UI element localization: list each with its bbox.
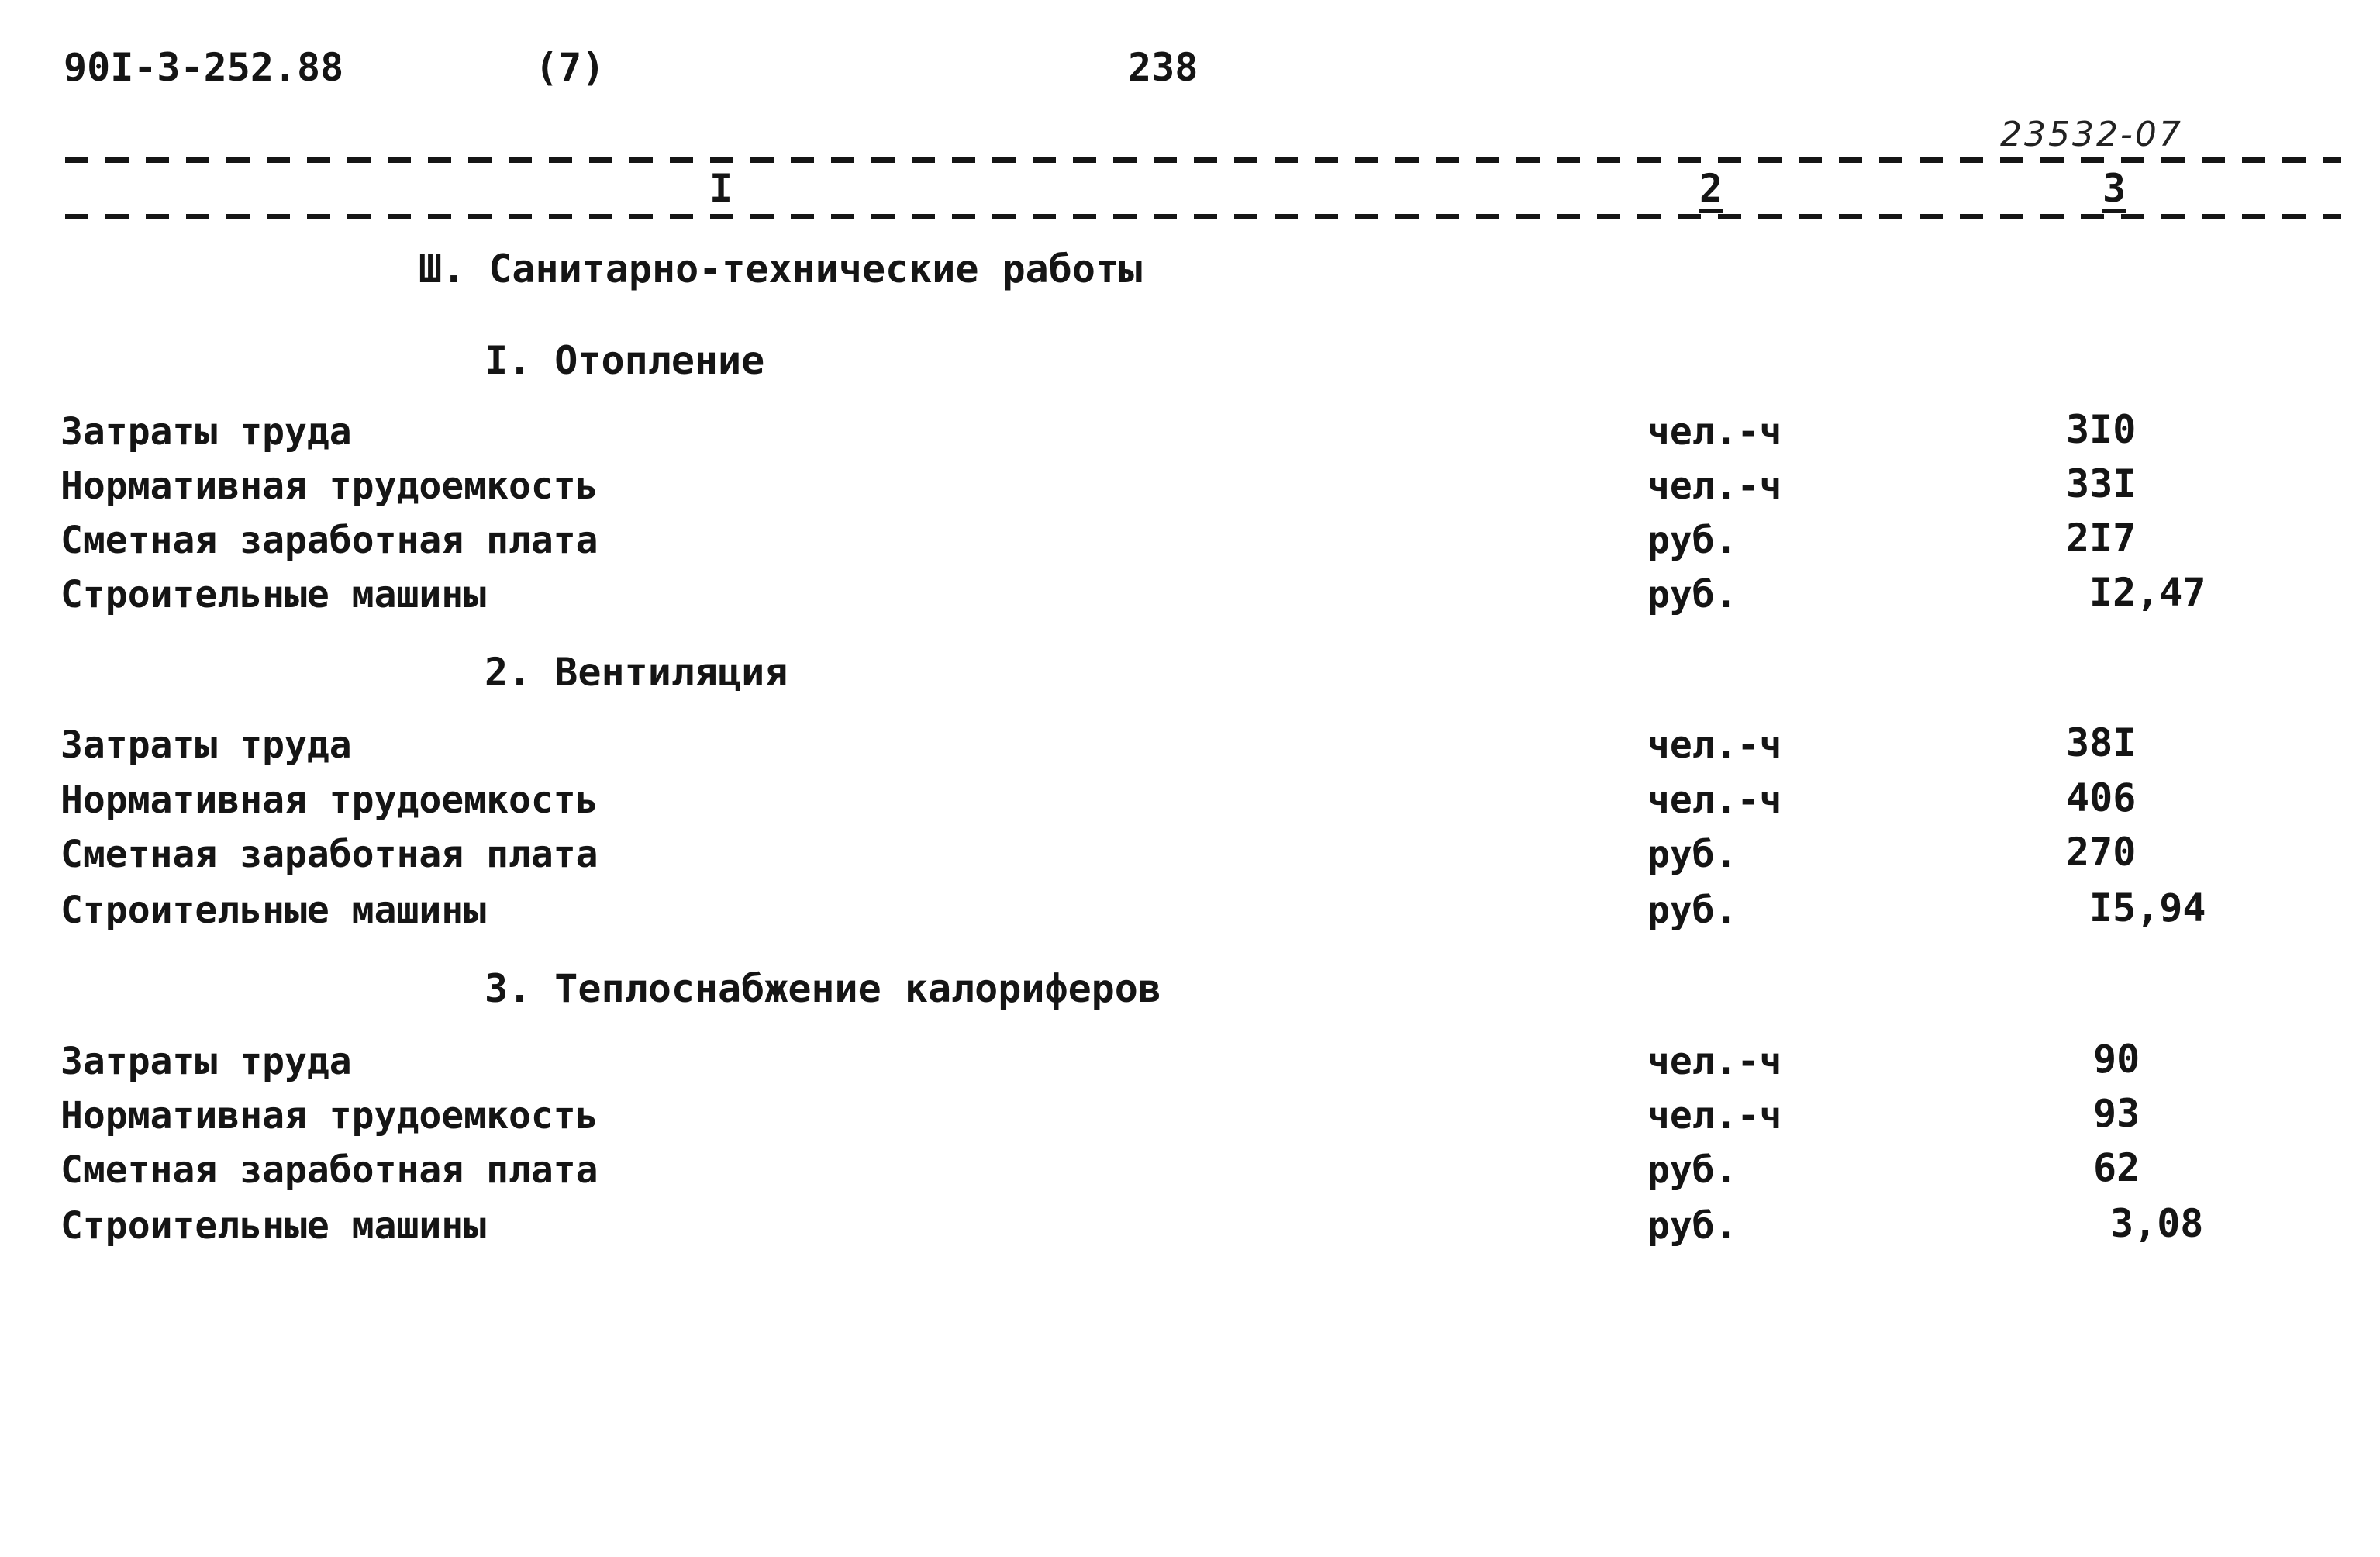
column-number-2: 2 <box>1699 169 1723 213</box>
dashed-rule-top <box>65 157 2341 163</box>
row-unit: руб. <box>1647 573 1737 616</box>
row-value: 270 <box>2066 830 2137 875</box>
row-label: Строительные машины <box>60 889 487 932</box>
dashed-rule-bottom <box>65 214 2341 219</box>
row-value: 3,08 <box>2110 1201 2204 1246</box>
row-value: 62 <box>2093 1145 2140 1190</box>
row-unit: руб. <box>1647 1148 1737 1192</box>
row-unit: чел.-ч <box>1647 1094 1782 1138</box>
row-value: 2I7 <box>2066 516 2137 561</box>
row-unit: руб. <box>1647 1204 1737 1248</box>
row-unit: руб. <box>1647 519 1737 562</box>
row-unit: руб. <box>1647 833 1737 876</box>
chapter-title: Ш. Санитарно-технические работы <box>419 247 1143 292</box>
row-label: Затраты труда <box>60 1040 352 1083</box>
row-label: Сметная заработная плата <box>60 1148 598 1192</box>
page-number: 238 <box>1128 45 1199 90</box>
archive-number: 23532-07 <box>2000 115 2183 154</box>
row-label: Нормативная трудоемкость <box>60 1094 598 1138</box>
row-label: Затраты труда <box>60 723 352 767</box>
column-number-1: I <box>709 166 733 211</box>
row-label: Сметная заработная плата <box>60 833 598 876</box>
row-value: 406 <box>2066 775 2137 820</box>
row-label: Строительные машины <box>60 1204 487 1248</box>
row-value: 3I0 <box>2066 407 2137 452</box>
sheet-reference: (7) <box>535 45 605 90</box>
row-unit: чел.-ч <box>1647 1040 1782 1083</box>
document-code: 90I-3-252.88 <box>64 45 344 90</box>
row-label: Строительные машины <box>60 573 487 616</box>
row-unit: руб. <box>1647 889 1737 932</box>
row-value: I2,47 <box>2089 570 2206 615</box>
column-number-3: 3 <box>2102 169 2126 213</box>
row-unit: чел.-ч <box>1647 410 1782 454</box>
section-title: 3. Теплоснабжение калориферов <box>485 966 1161 1011</box>
section-title: 2. Вентиляция <box>485 650 788 695</box>
row-value: I5,94 <box>2089 886 2206 930</box>
row-unit: чел.-ч <box>1647 778 1782 822</box>
row-label: Нормативная трудоемкость <box>60 464 598 508</box>
section-title: I. Отопление <box>485 338 765 383</box>
row-value: 93 <box>2093 1091 2140 1136</box>
row-value: 90 <box>2093 1037 2140 1082</box>
row-label: Затраты труда <box>60 410 352 454</box>
row-label: Сметная заработная плата <box>60 519 598 562</box>
row-value: 33I <box>2066 461 2137 506</box>
row-unit: чел.-ч <box>1647 723 1782 767</box>
row-unit: чел.-ч <box>1647 464 1782 508</box>
row-value: 38I <box>2066 720 2137 765</box>
row-label: Нормативная трудоемкость <box>60 778 598 822</box>
